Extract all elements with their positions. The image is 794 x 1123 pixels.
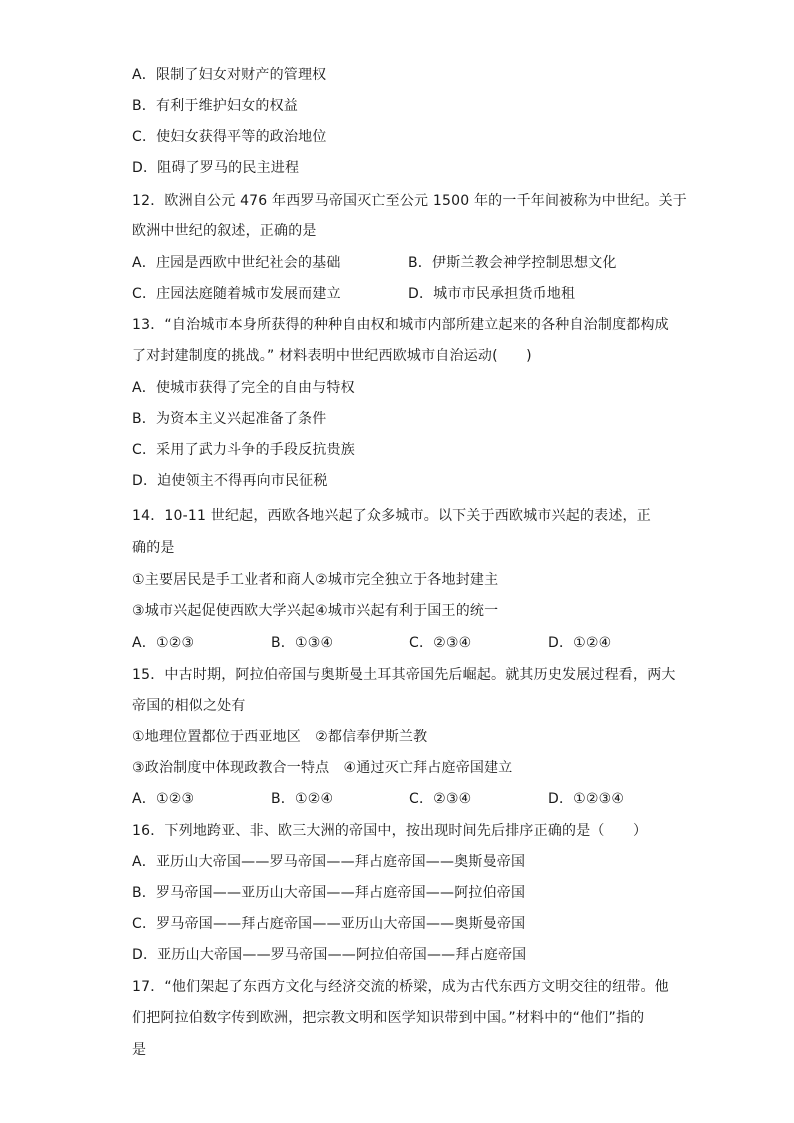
- q17-stem-line-2: 们把阿拉伯数字传到欧洲，把宗教文明和医学知识带到中国。”材料中的“他们”指的: [132, 1010, 645, 1026]
- q13-stem-line-2: 了对封建制度的挑战。” 材料表明中世纪西欧城市自治运动( ): [132, 348, 532, 364]
- q16-option-c: C．罗马帝国——拜占庭帝国——亚历山大帝国——奥斯曼帝国: [132, 916, 526, 932]
- q12-option-a: A．庄园是西欧中世纪社会的基础: [132, 255, 341, 271]
- q13-option-b: B．为资本主义兴起准备了条件: [132, 411, 327, 427]
- q13-option-d: D．迫使领主不得再向市民征税: [132, 473, 328, 489]
- q14-statement-line-1: ①主要居民是手工业者和商人②城市完全独立于各地封建主: [132, 572, 499, 588]
- q11-option-c: C．使妇女获得平等的政治地位: [132, 129, 327, 145]
- q16-stem: 16．下列地跨亚、非、欧三大洲的帝国中，按出现时间先后排序正确的是（ ）: [132, 823, 648, 839]
- q15-statement-line-2: ③政治制度中体现政教合一特点 ④通过灭亡拜占庭帝国建立: [132, 760, 513, 776]
- q16-option-d: D．亚历山大帝国——罗马帝国——阿拉伯帝国——拜占庭帝国: [132, 947, 527, 963]
- q17-stem-line-3: 是: [132, 1042, 147, 1058]
- q12-option-d: D．城市市民承担货币地租: [408, 286, 576, 302]
- q15-stem-line-1: 15．中古时期，阿拉伯帝国与奥斯曼土耳其帝国先后崛起。就其历史发展过程看，两大: [132, 667, 676, 683]
- q14-option-b: B．①③④: [271, 635, 334, 651]
- q11-option-b: B．有利于维护妇女的权益: [132, 98, 299, 114]
- q14-option-a: A．①②③: [132, 635, 195, 651]
- q17-stem-line-1: 17．“他们架起了东西方文化与经济交流的桥梁，成为古代东西方文明交往的纽带。他: [132, 979, 669, 995]
- q12-options-row-1: [132, 254, 617, 272]
- q16-option-a: A．亚历山大帝国——罗马帝国——拜占庭帝国——奥斯曼帝国: [132, 854, 526, 870]
- q12-options-row-2: [132, 285, 576, 303]
- q13-option-a: A．使城市获得了完全的自由与特权: [132, 380, 355, 396]
- q15-stem-line-2: 帝国的相似之处有: [132, 698, 246, 714]
- q14-option-d: D．①②④: [548, 635, 612, 651]
- q14-stem-line-2: 确的是: [132, 540, 175, 556]
- q11-option-d: D．阻碍了罗马的民主进程: [132, 160, 300, 176]
- q14-stem-line-1: 14．10-11 世纪起，西欧各地兴起了众多城市。以下关于西欧城市兴起的表述，正: [132, 508, 651, 524]
- q15-option-c: C．②③④: [409, 791, 472, 807]
- q13-option-c: C．采用了武力斗争的手段反抗贵族: [132, 442, 355, 458]
- q13-stem-line-1: 13．“自治城市本身所获得的种种自由权和城市内部所建立起来的各种自治制度都构成: [132, 317, 669, 333]
- q12-option-c: C．庄园法庭随着城市发展而建立: [132, 286, 341, 302]
- q14-option-c: C．②③④: [409, 635, 472, 651]
- q15-statement-line-1: ①地理位置都位于西亚地区 ②都信奉伊斯兰教: [132, 729, 428, 745]
- q16-option-b: B．罗马帝国——亚历山大帝国——拜占庭帝国——阿拉伯帝国: [132, 885, 526, 901]
- q12-stem-line-1: 12．欧洲自公元 476 年西罗马帝国灭亡至公元 1500 年的一千年间被称为中世纪。关于: [132, 193, 687, 209]
- q11-option-a: A．限制了妇女对财产的管理权: [132, 67, 327, 83]
- q15-option-b: B．①②④: [271, 791, 334, 807]
- q14-statement-line-2: ③城市兴起促使西欧大学兴起④城市兴起有利于国王的统一: [132, 603, 499, 619]
- q15-option-d: D．①②③④: [548, 791, 625, 807]
- q12-option-b: B．伊斯兰教会神学控制思想文化: [408, 255, 617, 271]
- q15-option-a: A．①②③: [132, 791, 195, 807]
- q12-stem-line-2: 欧洲中世纪的叙述，正确的是: [132, 223, 317, 239]
